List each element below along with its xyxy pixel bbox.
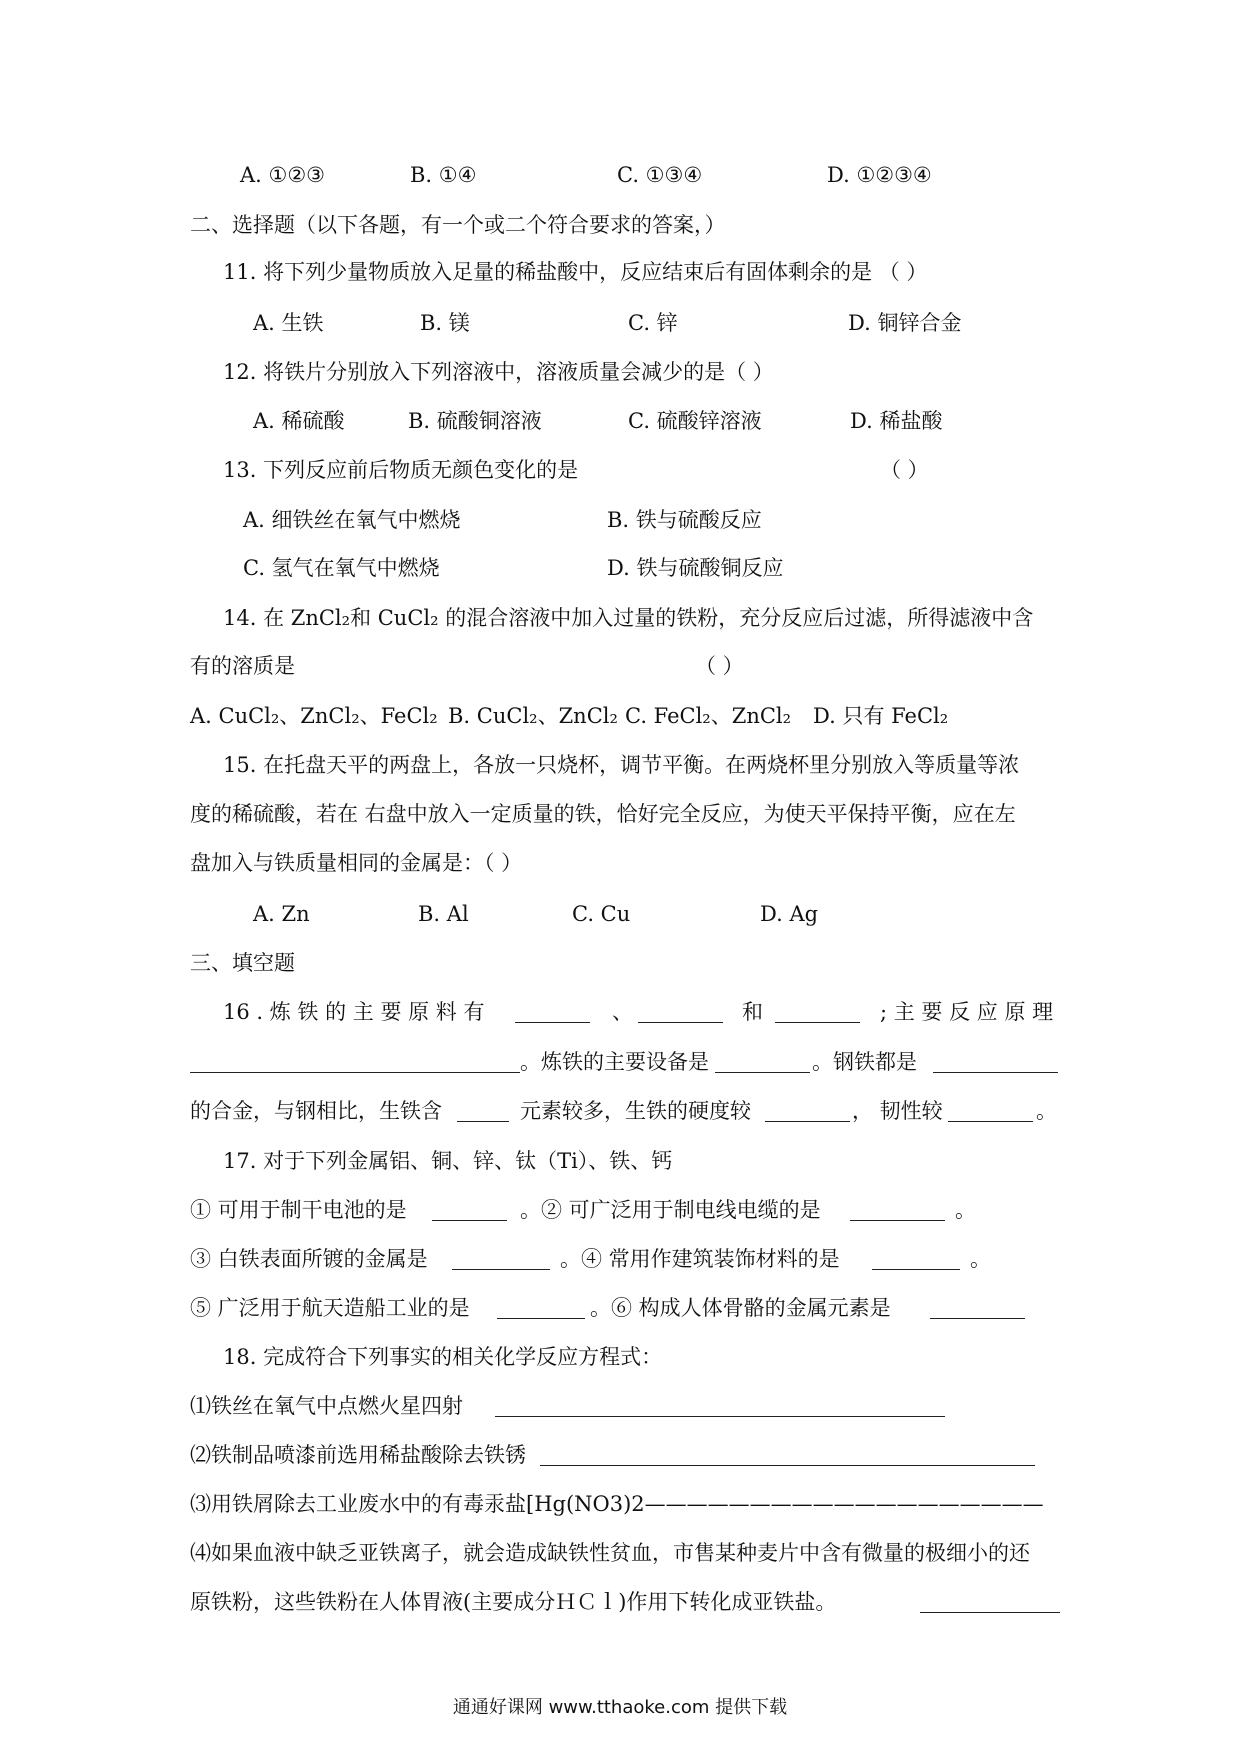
q13-option-a: A. 细铁丝在氧气中燃烧 xyxy=(243,508,461,532)
q15-stem-line3: 盘加入与铁质量相同的金属是：（ ） xyxy=(190,851,523,875)
q17-blank-4[interactable] xyxy=(872,1247,960,1270)
q16-text-j: 。 xyxy=(1036,1099,1057,1123)
q16-blank-8[interactable] xyxy=(765,1099,850,1122)
q16-text-d: ; 主 要 反 应 原 理 xyxy=(880,1000,1054,1024)
q17-blank-6[interactable] xyxy=(930,1296,1025,1319)
q10-option-a: A. ①②③ xyxy=(240,163,325,187)
q16-blank-4[interactable] xyxy=(190,1050,520,1073)
q15-option-c: C. Cu xyxy=(572,902,631,926)
q16-blank-5[interactable] xyxy=(715,1050,810,1073)
q13-option-c: C. 氢气在氧气中燃烧 xyxy=(243,556,440,580)
q16-text-b: 、 xyxy=(612,1000,633,1024)
q12-option-d: D. 稀盐酸 xyxy=(850,409,943,433)
q17-part-6: 。⑥ 构成人体骨骼的金属元素是 xyxy=(590,1296,891,1320)
q16-text-i: ， 韧性较 xyxy=(852,1099,943,1123)
q17-blank-5[interactable] xyxy=(497,1296,585,1319)
q16-text-f: 。钢铁都是 xyxy=(812,1050,917,1074)
q18-stem: 18. 完成符合下列事实的相关化学反应方程式： xyxy=(223,1345,663,1369)
q17-blank-1[interactable] xyxy=(432,1198,507,1221)
q16-blank-1[interactable] xyxy=(515,1000,590,1023)
q16-text-e: 。炼铁的主要设备是 xyxy=(520,1050,709,1074)
q11-option-a: A. 生铁 xyxy=(253,311,324,335)
q17-blank-2[interactable] xyxy=(850,1198,945,1221)
q17-part-4: 。④ 常用作建筑装饰材料的是 xyxy=(560,1247,840,1271)
section-2-heading: 二、选择题（以下各题，有一个或二个符合要求的答案，） xyxy=(190,213,726,237)
q18-blank-2[interactable] xyxy=(540,1443,1035,1466)
q16-blank-9[interactable] xyxy=(948,1099,1033,1122)
q18-sub-4-line2: 原铁粉，这些铁粉在人体胃液(主要成分ＨＣｌ)作用下转化成亚铁盐。 xyxy=(190,1590,837,1614)
q18-sub-3: ⑶用铁屑除去工业废水中的有毒汞盐[Hg(NO3)2——————————————————— xyxy=(190,1492,1044,1516)
q16-text-a: 16 . 炼 铁 的 主 要 原 料 有 xyxy=(223,1000,485,1024)
q13-option-d: D. 铁与硫酸铜反应 xyxy=(607,556,784,580)
q15-option-d: D. Ag xyxy=(760,902,819,926)
section-3-heading: 三、填空题 xyxy=(190,951,295,975)
q14-option-c: C. FeCl₂、ZnCl₂ xyxy=(625,704,792,728)
q17-blank-3[interactable] xyxy=(452,1247,550,1270)
q11-stem: 11. 将下列少量物质放入足量的稀盐酸中，反应结束后有固体剩余的是 （ ） xyxy=(223,260,928,284)
q18-sub-2: ⑵铁制品喷漆前选用稀盐酸除去铁锈 xyxy=(190,1443,526,1467)
q15-option-a: A. Zn xyxy=(253,902,310,926)
q17-dot-1: 。 xyxy=(955,1198,976,1222)
q17-stem: 17. 对于下列金属铝、铜、锌、钛（Ti）、铁、钙 xyxy=(223,1149,673,1173)
q11-option-c: C. 锌 xyxy=(628,311,678,335)
q11-option-d: D. 铜锌合金 xyxy=(848,311,962,335)
q13-answer-paren: （ ） xyxy=(880,458,929,482)
q11-option-b: B. 镁 xyxy=(420,311,470,335)
q18-sub-1: ⑴铁丝在氧气中点燃火星四射 xyxy=(190,1394,463,1418)
q13-option-b: B. 铁与硫酸反应 xyxy=(607,508,762,532)
q14-answer-paren: （ ） xyxy=(695,654,744,678)
q12-option-a: A. 稀硫酸 xyxy=(253,409,345,433)
q16-text-h: 元素较多，生铁的硬度较 xyxy=(520,1099,751,1123)
q18-blank-1[interactable] xyxy=(495,1394,945,1417)
q14-option-d: D. 只有 FeCl₂ xyxy=(813,704,949,728)
q13-stem: 13. 下列反应前后物质无颜色变化的是 xyxy=(223,458,579,482)
q16-text-c: 和 xyxy=(742,1000,763,1024)
q17-part-5: ⑤ 广泛用于航天造船工业的是 xyxy=(190,1296,470,1320)
q16-blank-2[interactable] xyxy=(638,1000,723,1023)
q17-part-2: 。② 可广泛用于制电线电缆的是 xyxy=(520,1198,821,1222)
q14-option-b: B. CuCl₂、ZnCl₂ xyxy=(448,704,618,728)
q12-option-c: C. 硫酸锌溶液 xyxy=(628,409,762,433)
q18-sub-4-line1: ⑷如果血液中缺乏亚铁离子，就会造成缺铁性贫血，市售某种麦片中含有微量的极细小的还 xyxy=(190,1541,1030,1565)
q10-option-b: B. ①④ xyxy=(410,163,477,187)
q17-dot-2: 。 xyxy=(970,1247,991,1271)
page-footer: 通通好课网 www.tthaoke.com 提供下载 xyxy=(452,1697,788,1718)
q15-option-b: B. Al xyxy=(418,902,469,926)
q12-stem: 12. 将铁片分别放入下列溶液中，溶液质量会减少的是（ ） xyxy=(223,360,774,384)
q10-option-c: C. ①③④ xyxy=(617,163,703,187)
q14-stem-line1: 14. 在 ZnCl₂和 CuCl₂ 的混合溶液中加入过量的铁粉，充分反应后过滤，所得滤液中含 xyxy=(223,606,1034,630)
q10-option-d: D. ①②③④ xyxy=(827,163,932,187)
q15-stem-line1: 15. 在托盘天平的两盘上，各放一只烧杯，调节平衡。在两烧杯里分别放入等质量等浓 xyxy=(223,753,1020,777)
q14-option-a: A. CuCl₂、ZnCl₂、FeCl₂ xyxy=(190,704,438,728)
q14-stem-line2: 有的溶质是 xyxy=(190,654,295,678)
q17-part-1: ① 可用于制干电池的是 xyxy=(190,1198,407,1222)
q15-stem-line2: 度的稀硫酸，若在 右盘中放入一定质量的铁，恰好完全反应，为使天平保持平衡，应在左 xyxy=(190,802,1016,826)
q17-part-3: ③ 白铁表面所镀的金属是 xyxy=(190,1247,428,1271)
q18-blank-4[interactable] xyxy=(920,1590,1060,1613)
q16-blank-3[interactable] xyxy=(775,1000,860,1023)
q12-option-b: B. 硫酸铜溶液 xyxy=(408,409,542,433)
q16-text-g: 的合金，与钢相比，生铁含 xyxy=(190,1099,442,1123)
q16-blank-7[interactable] xyxy=(457,1099,509,1122)
q16-blank-6[interactable] xyxy=(933,1050,1058,1073)
